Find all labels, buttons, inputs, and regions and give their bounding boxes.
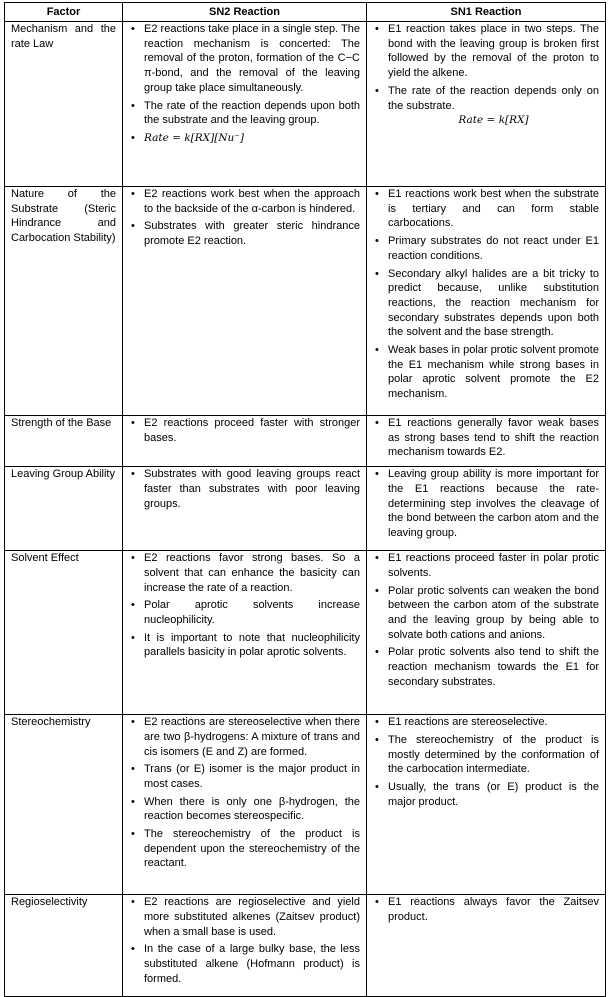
bullet-item: • E2 reactions favor strong bases. So a solvent that can enhance the basicity can increase the rate of a reaction. — [144, 551, 360, 595]
bullet-item: • Substrates with greater steric hindrance promote E2 reaction. — [144, 219, 360, 248]
sn1-cell — [367, 22, 606, 187]
sn2-cell — [123, 551, 367, 715]
bullet-item: • Usually, the trans (or E) product is the major product. — [388, 780, 599, 809]
sn2-cell — [123, 22, 367, 187]
table-row-stereochemistry — [5, 715, 606, 895]
bullet-item: • E1 reactions are stereoselective. — [388, 715, 599, 730]
table-row-regioselectivity — [5, 895, 606, 997]
bullet-item — [144, 131, 360, 146]
bullet-item: • Primary substrates do not react under E1 reaction conditions. — [388, 234, 599, 263]
table-row-base-strength — [5, 416, 606, 467]
bullet-item: • E1 reactions work best when the substrate is tertiary and can form stable carbocations. — [388, 187, 599, 231]
factor-cell: Leaving Group Ability — [5, 467, 123, 551]
bullet-text: The rate of the reaction depends only on the substrate. — [388, 84, 599, 112]
bullet-item: • In the case of a large bulky base, the less substituted alkene (Hofmann product) is formed. — [144, 942, 360, 986]
table-row-substrate — [5, 187, 606, 416]
bullet-item: • Polar protic solvents also tend to shift the reaction mechanism towards the E1 for secondary substrates. — [388, 645, 599, 689]
bullet-item: • Substrates with good leaving groups react faster than substrates with poor leaving groups. — [144, 467, 360, 511]
sn1-cell — [367, 551, 606, 715]
factor-cell: Solvent Effect — [5, 551, 123, 715]
bullet-item: • Polar protic solvents can weaken the bond between the carbon atom of the substrate and the leaving group by being able to solvate both cations and anions. — [388, 584, 599, 643]
bullet-item: • The stereochemistry of the product is mostly determined by the conformation of the carbocation intermediate. — [388, 733, 599, 777]
table-row-leaving-group — [5, 467, 606, 551]
table-row-mechanism — [5, 22, 606, 187]
sn2-cell — [123, 416, 367, 467]
bullet-item: • Polar aprotic solvents increase nucleophilicity. — [144, 598, 360, 627]
sn1-cell — [367, 416, 606, 467]
sn1-cell — [367, 715, 606, 895]
bullet-item: • E2 reactions proceed faster with stronger bases. — [144, 416, 360, 445]
bullet-item: • When there is only one β-hydrogen, the reaction becomes stereospecific. — [144, 795, 360, 824]
bullet-item: • E2 reactions take place in a single step. The reaction mechanism is concerted: The removal of the proton, formation of the C−C π-bond, and the removal of the leaving group take place simultaneously. — [144, 22, 360, 96]
bullet-item: • E2 reactions are stereoselective when there are two β-hydrogens: A mixture of trans and cis isomers (E and Z) are formed. — [144, 715, 360, 759]
sn2-cell — [123, 715, 367, 895]
bullet-item: • It is important to note that nucleophilicity parallels basicity in polar aprotic solvents. — [144, 631, 360, 660]
header-row — [5, 3, 606, 22]
header-sn2: SN2 Reaction — [123, 3, 367, 22]
factor-cell: Strength of the Base — [5, 416, 123, 467]
comparison-table — [4, 2, 606, 997]
sn2-cell — [123, 467, 367, 551]
sn2-cell — [123, 895, 367, 997]
sn1-cell — [367, 467, 606, 551]
header-sn1: SN1 Reaction — [367, 3, 606, 22]
factor-cell: Regioselectivity — [5, 895, 123, 997]
bullet-item: • E1 reactions proceed faster in polar protic solvents. — [388, 551, 599, 580]
bullet-item: • E2 reactions are regioselective and yield more substituted alkenes (Zaitsev product) when a small base is used. — [144, 895, 360, 939]
sn1-cell — [367, 187, 606, 416]
factor-cell: Mechanism and the rate Law — [5, 22, 123, 187]
table-row-solvent — [5, 551, 606, 715]
header-factor: Factor — [5, 3, 123, 22]
bullet-item: • Leaving group ability is more important for the E1 reactions because the rate-determining step involves the cleavage of the bond between the carbon atom and the leaving group. — [388, 467, 599, 541]
bullet-item: • E1 reactions generally favor weak bases as strong bases tend to shift the reaction mechanism towards E2. — [388, 416, 599, 460]
factor-cell: Stereochemistry — [5, 715, 123, 895]
sn2-cell — [123, 187, 367, 416]
bullet-item: • The rate of the reaction depends upon both the substrate and the leaving group. — [144, 99, 360, 128]
bullet-item: • Trans (or E) isomer is the major product in most cases. — [144, 762, 360, 791]
factor-cell: Nature of the Substrate (Steric Hindrance and Carbocation Stability) — [5, 187, 123, 416]
bullet-item: • Weak bases in polar protic solvent promote the E1 mechanism while strong bases in polar aprotic solvent promote the E2 mechanism. — [388, 343, 599, 402]
rate-law-formula: Rate = k[RX] — [458, 114, 529, 127]
bullet-item: • Secondary alkyl halides are a bit tricky to predict because, unlike substitution reactions, the reaction mechanism for secondary substrates depends upon both the solvent and the base strength. — [388, 267, 599, 341]
bullet-item: • E1 reaction takes place in two steps. The bond with the leaving group is broken first followed by the removal of the proton to yield the alkene. — [388, 22, 599, 81]
bullet-item: • E2 reactions work best when the approach to the backside of the α-carbon is hindered. — [144, 187, 360, 216]
rate-law-formula: Rate = k[RX][Nu⁻] — [144, 131, 244, 144]
sn1-cell — [367, 895, 606, 997]
bullet-item: • The stereochemistry of the product is dependent upon the stereochemistry of the reactant. — [144, 827, 360, 871]
bullet-item — [388, 84, 599, 128]
bullet-item: • E1 reactions always favor the Zaitsev product. — [388, 895, 599, 924]
